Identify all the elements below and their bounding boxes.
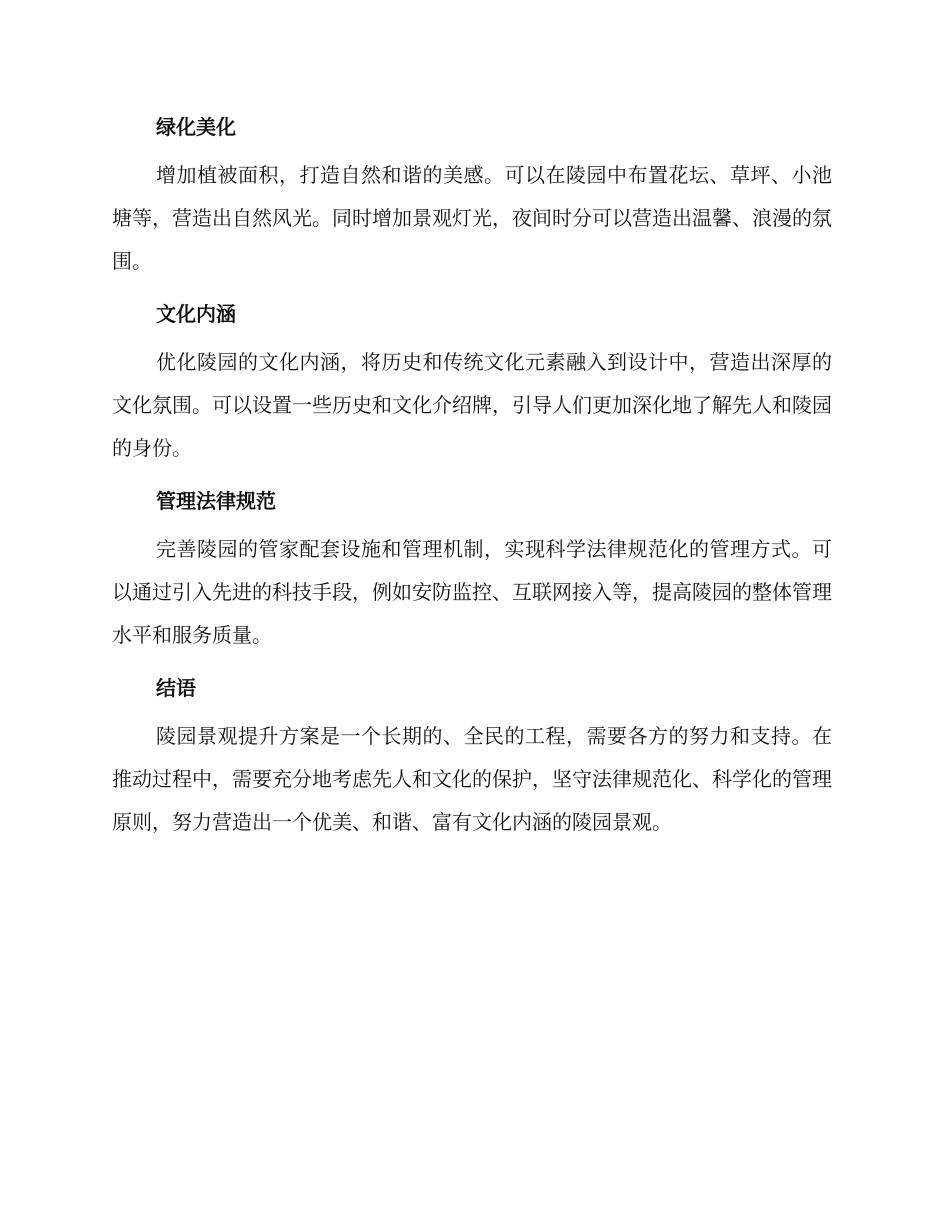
section-management (112, 482, 832, 657)
section-conclusion (112, 669, 832, 844)
section-heading: 结语 (156, 676, 196, 700)
section-paragraph: 完善陵园的管家配套设施和管理机制，实现科学法律规范化的管理方式。可以通过引入先进的科技手段，例如安防监控、互联网接入等，提高陵园的整体管理水平和服务质量。 (112, 537, 832, 647)
section-heading: 文化内涵 (156, 302, 236, 326)
section-paragraph: 增加植被面积，打造自然和谐的美感。可以在陵园中布置花坛、草坪、小池塘等，营造出自然风光。同时增加景观灯光，夜间时分可以营造出温馨、浪漫的氛围。 (112, 163, 832, 273)
section-heading: 管理法律规范 (156, 489, 276, 513)
section-paragraph: 优化陵园的文化内涵，将历史和传统文化元素融入到设计中，营造出深厚的文化氛围。可以设置一些历史和文化介绍牌，引导人们更加深化地了解先人和陵园的身份。 (112, 350, 832, 460)
document-page (112, 108, 832, 856)
section-heading: 绿化美化 (156, 115, 236, 139)
section-culture (112, 295, 832, 470)
section-greening (112, 108, 832, 283)
section-paragraph: 陵园景观提升方案是一个长期的、全民的工程，需要各方的努力和支持。在推动过程中，需要充分地考虑先人和文化的保护，坚守法律规范化、科学化的管理原则，努力营造出一个优美、和谐、富有文化内涵的陵园景观。 (112, 724, 832, 834)
